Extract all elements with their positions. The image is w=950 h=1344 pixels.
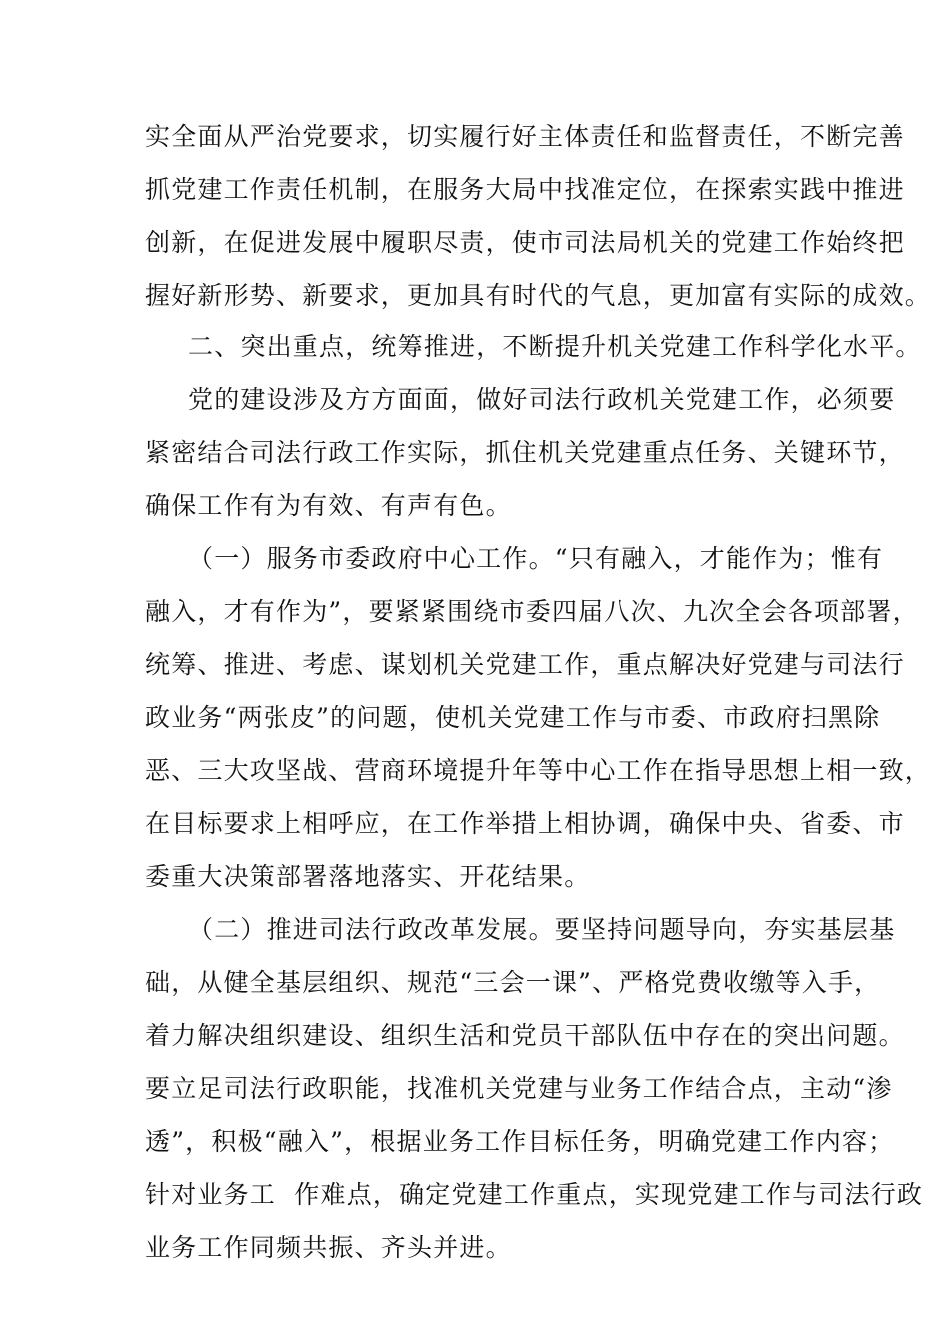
text-line: 着力解决组织建设、组织生活和党员干部队伍中存在的突出问题。 bbox=[145, 1021, 905, 1050]
text-line: 委重大决策部署落地落实、开花结果。 bbox=[145, 862, 591, 891]
text-line: 业务工作同频共振、齐头并进。 bbox=[145, 1233, 512, 1262]
subsection-heading: （一）服务市委政府中心工作。“只有融入，才能作为；惟有 bbox=[188, 544, 884, 573]
text-line: 实全面从严治党要求，切实履行好主体责任和监督责任，不断完善 bbox=[145, 122, 905, 151]
text-line: 抓党建工作责任机制，在服务大局中找准定位，在探索实践中推进 bbox=[145, 175, 905, 204]
text-line: 透”，积极“融入”，根据业务工作目标任务，明确党建工作内容； bbox=[145, 1127, 895, 1156]
text-line: 确保工作有为有效、有声有色。 bbox=[145, 491, 512, 520]
text-line: 创新，在促进发展中履职尽责，使市司法局机关的党建工作始终把 bbox=[145, 228, 905, 257]
text-line: 恶、三大攻坚战、营商环境提升年等中心工作在指导思想上相一致， bbox=[145, 756, 932, 785]
text-line: 政业务“两张皮”的问题，使机关党建工作与市委、市政府扫黑除 bbox=[145, 703, 881, 732]
text-line: 统筹、推进、考虑、谋划机关党建工作，重点解决好党建与司法行 bbox=[145, 650, 905, 679]
text-line: 党的建设涉及方方面面，做好司法行政机关党建工作，必须要 bbox=[188, 385, 896, 414]
text-line: 在目标要求上相呼应，在工作举措上相协调，确保中央、省委、市 bbox=[145, 809, 905, 838]
text-line: 要立足司法行政职能，找准机关党建与业务工作结合点，主动“渗 bbox=[145, 1074, 893, 1103]
subsection-heading: （二）推进司法行政改革发展。要坚持问题导向，夯实基层基 bbox=[188, 915, 896, 944]
text-line: 础，从健全基层组织、规范“三会一课”、严格党费收缴等入手， bbox=[145, 968, 881, 997]
text-line: 紧密结合司法行政工作实际，抓住机关党建重点任务、关键环节， bbox=[145, 438, 905, 467]
text-line: 握好新形势、新要求，更加具有时代的气息，更加富有实际的成效。 bbox=[145, 281, 932, 310]
text-line: 针对业务工 作难点，确定党建工作重点，实现党建工作与司法行政 bbox=[145, 1180, 924, 1209]
section-heading: 二、突出重点，统筹推进，不断提升机关党建工作科学化水平。 bbox=[188, 332, 922, 361]
text-line: 融入，才有作为”，要紧紧围绕市委四届八次、九次全会各项部署， bbox=[145, 597, 919, 626]
